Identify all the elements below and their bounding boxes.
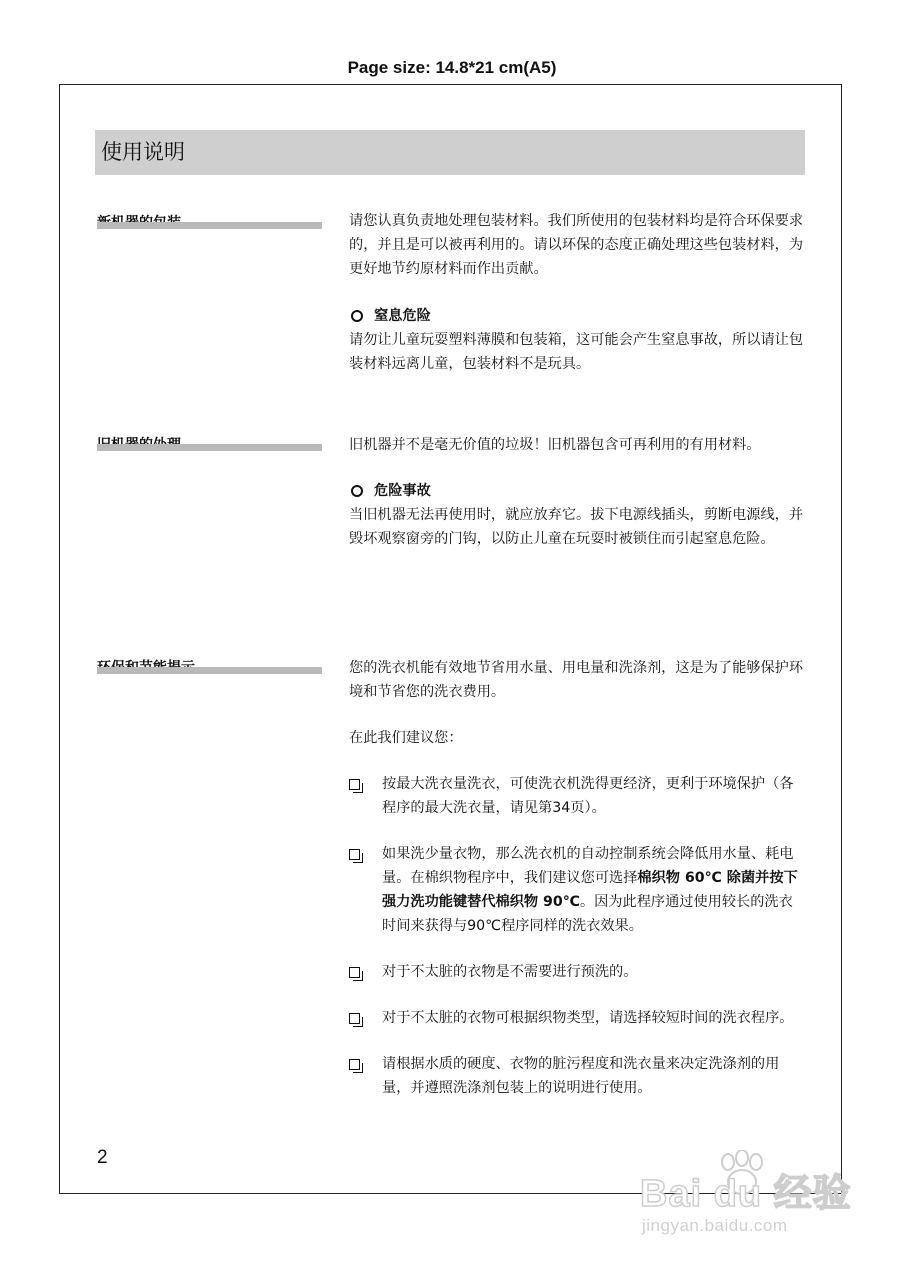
list-item: 请根据水质的硬度、衣物的脏污程度和洗衣量来决定洗涤剂的用量，并遵照洗涤剂包装上的说明进行使用。: [349, 1052, 804, 1100]
checkbox-bullet-icon: [349, 849, 360, 860]
section-underline: [97, 222, 322, 229]
checkbox-bullet-icon: [349, 1059, 360, 1070]
watermark-logo-text: Bai du 经验: [640, 1173, 852, 1215]
circle-bullet-icon: [351, 485, 363, 497]
list-item: 如果洗少量衣物，那么洗衣机的自动控制系统会降低用水量、耗电量。在棉织物程序中，我们建议您可选择棉织物 60℃ 除菌并按下强力洗功能键替代棉织物 90℃。因为此程序通过使用较长的洗衣时间来获得与90℃程序同样的洗衣效果。: [349, 842, 804, 938]
checkbox-bullet-icon: [349, 967, 360, 978]
warning-text: 请勿让儿童玩耍塑料薄膜和包装箱，这可能会产生窒息事故，所以请让包装材料远离儿童，包装材料不是玩具。: [349, 332, 804, 372]
page-number: 2: [97, 1147, 108, 1168]
list-item: 按最大洗衣量洗衣，可使洗衣机洗得更经济，更利于环境保护（各程序的最大洗衣量，请见第34页）。: [349, 772, 804, 820]
list-item: 对于不太脏的衣物可根据织物类型，请选择较短时间的洗衣程序。: [349, 1006, 804, 1030]
watermark: [640, 1150, 860, 1245]
warning-heading: [349, 479, 804, 503]
warning-heading: [349, 304, 804, 328]
warning-title: 危险事故: [374, 483, 431, 499]
watermark-url: jingyan.baidu.com: [642, 1216, 788, 1235]
paragraph: 请您认真负责地处理包装材料。我们所使用的包装材料均是符合环保要求的，并且是可以被再利用的。请以环保的态度正确处理这些包装材料，为更好地节约原材料而作出贡献。: [349, 213, 804, 277]
section-underline: [97, 444, 322, 451]
checkbox-bullet-icon: [349, 779, 360, 790]
checkbox-bullet-icon: [349, 1013, 360, 1024]
section-body-eco: [349, 656, 804, 1100]
list-item: 对于不太脏的衣物是不需要进行预洗的。: [349, 960, 804, 984]
section-body-disposal: [349, 433, 804, 551]
warning-title: 窒息危险: [374, 308, 431, 324]
warning-text: 当旧机器无法再使用时，就应放弃它。拔下电源线插头，剪断电源线，并毁坏观察窗旁的门钩，以防止儿童在玩耍时被锁住而引起窒息危险。: [349, 507, 804, 547]
paragraph: 您的洗衣机能有效地节省用水量、用电量和洗涤剂，这是为了能够保护环境和节省您的洗衣费用。: [349, 660, 804, 700]
page-size-header: Page size: 14.8*21 cm(A5): [347, 58, 557, 77]
paragraph: 旧机器并不是毫无价值的垃圾！旧机器包含可再利用的有用材料。: [349, 437, 761, 453]
section-body-packaging: [349, 209, 804, 376]
page-title: 使用说明: [95, 130, 805, 175]
circle-bullet-icon: [351, 310, 363, 322]
section-underline: [97, 667, 322, 674]
paragraph: 在此我们建议您：: [349, 730, 463, 746]
